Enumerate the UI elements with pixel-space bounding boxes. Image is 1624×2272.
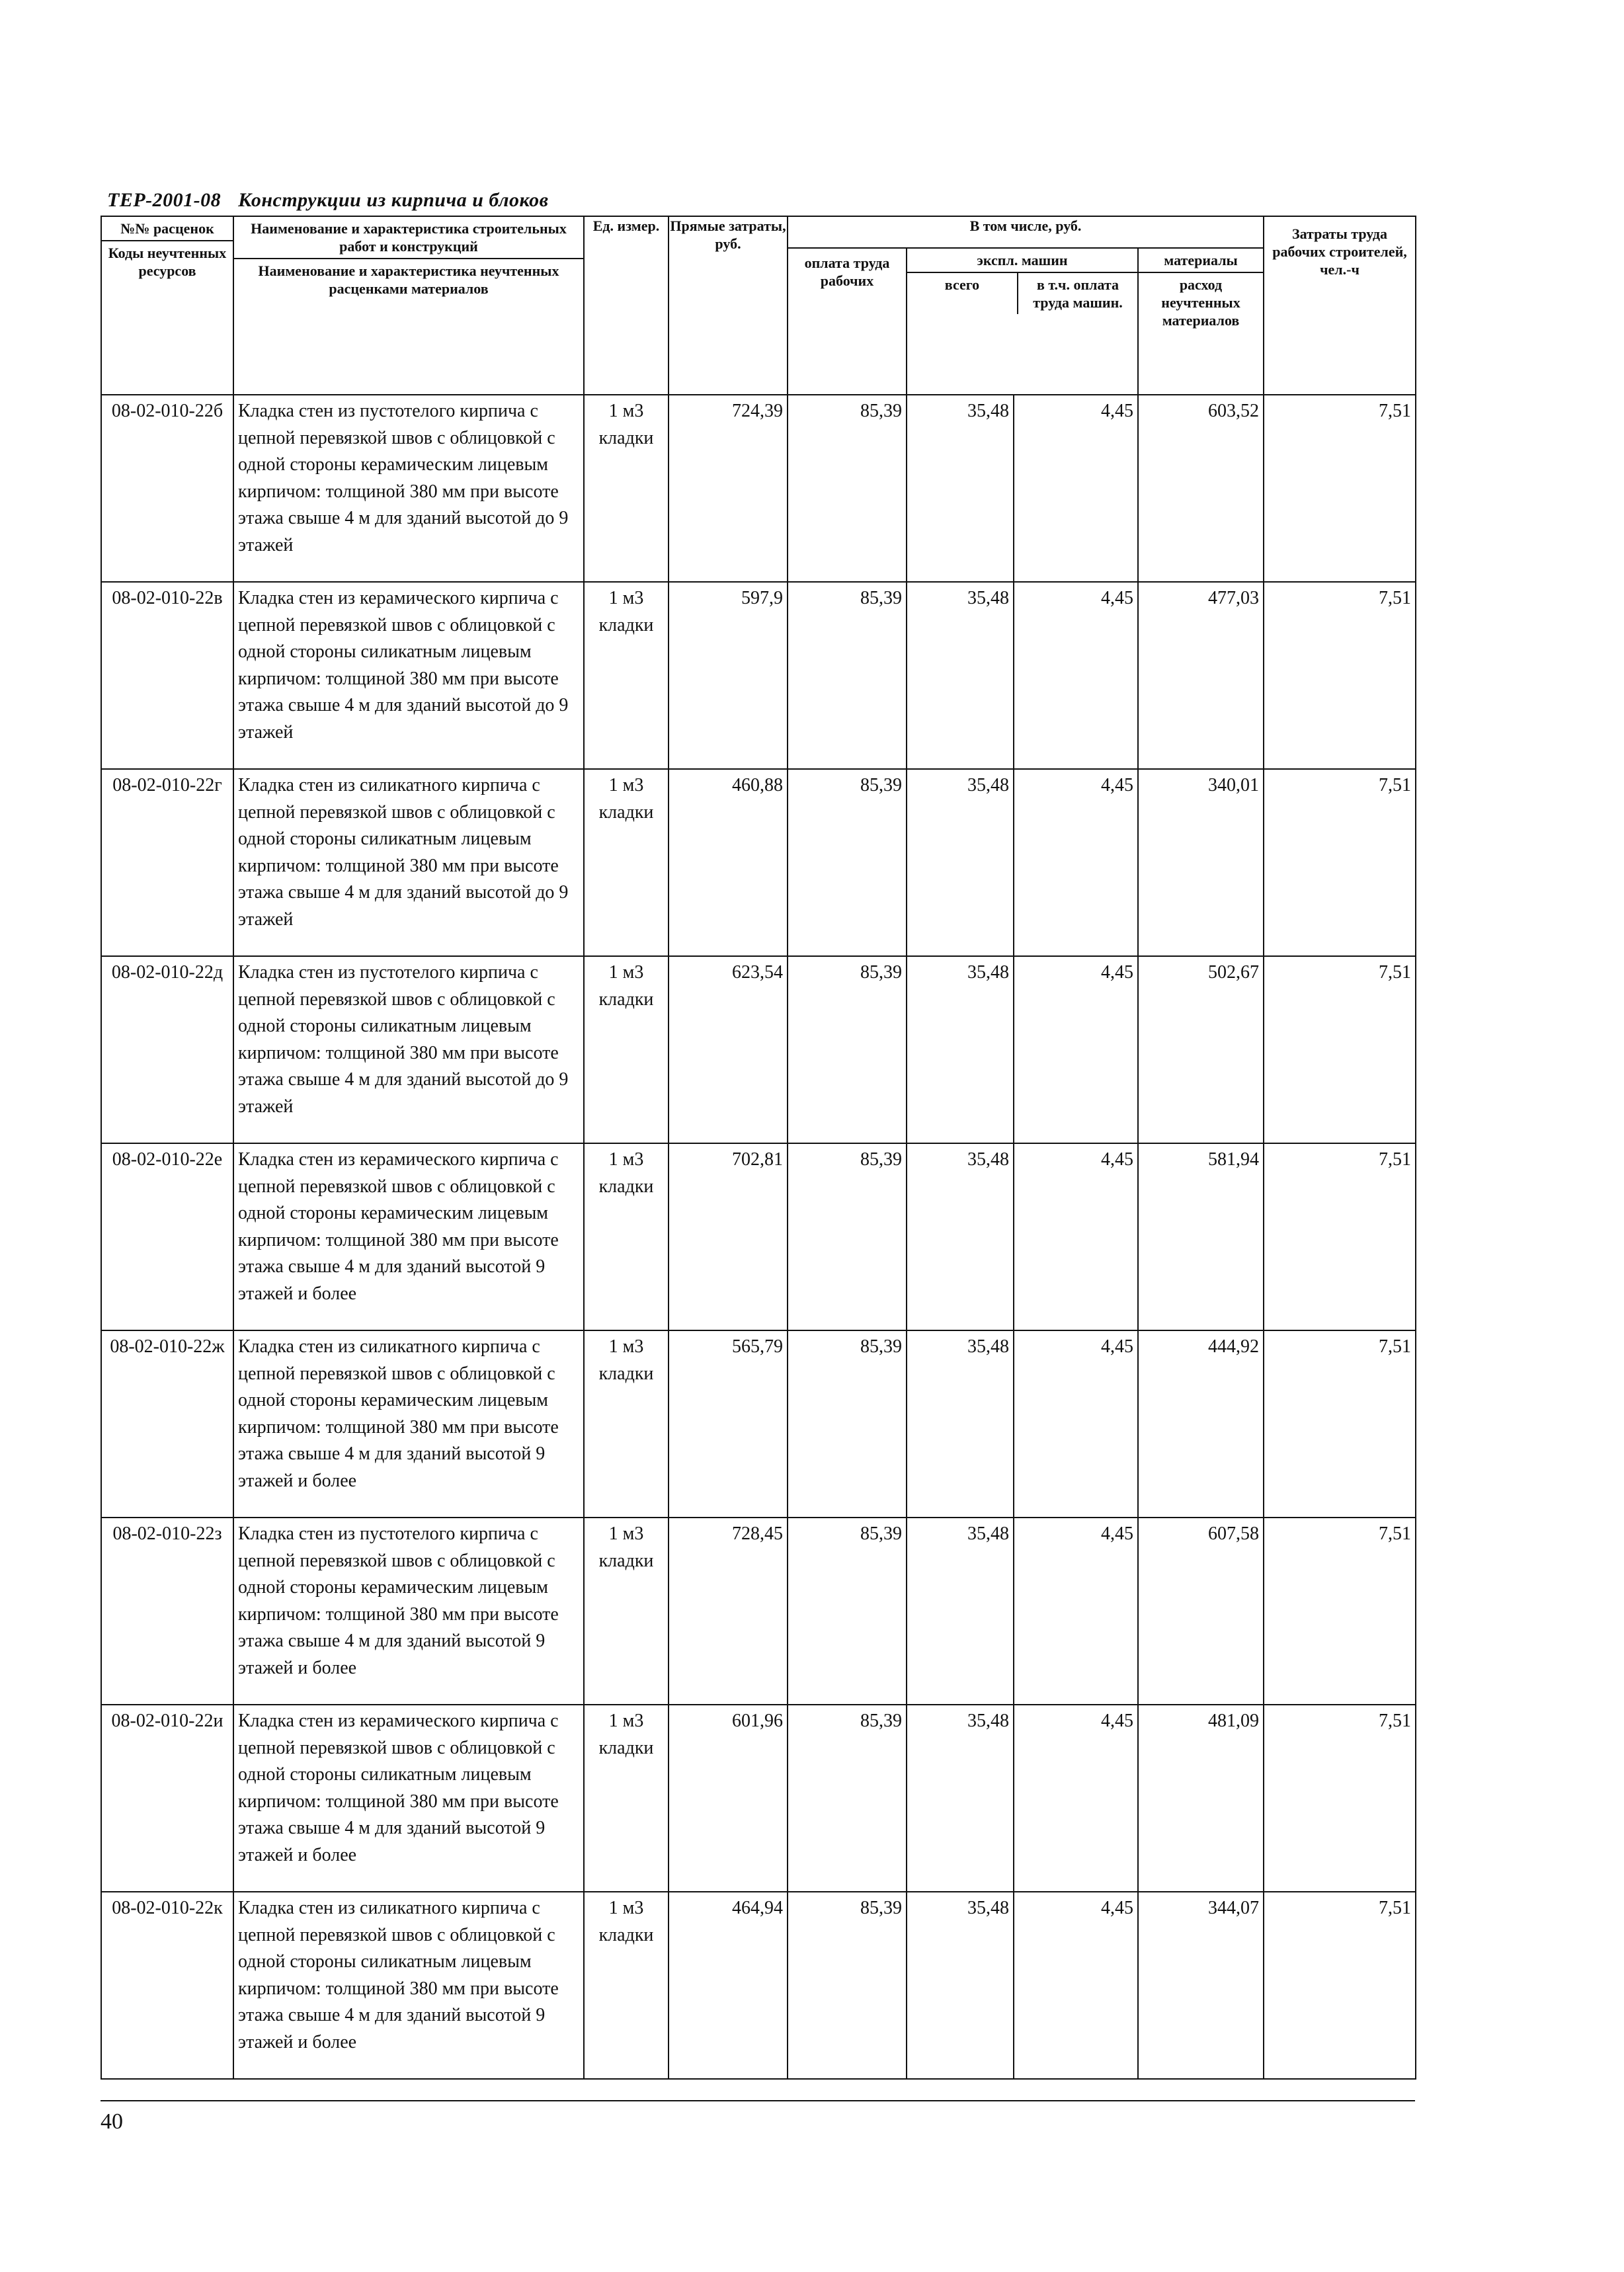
work-description: Кладка стен из керамического кирпича с цепной перевязкой швов с облицовкой с одной стороны керамическим лицевым кирпичом: толщиной 380 мм при высоте этажа свыше 4 м для зданий высотой 9 этажей и более — [233, 1143, 584, 1330]
labor-hours: 7,51 — [1264, 1705, 1416, 1892]
table-row — [101, 1143, 1416, 1330]
materials-cost: 502,67 — [1138, 956, 1264, 1143]
direct-cost: 601,96 — [669, 1705, 788, 1892]
machines-total: 35,48 — [907, 956, 1014, 1143]
column-header-machines: экспл. машин всего в т.ч. оплата труда машин. — [907, 248, 1138, 395]
labor-hours: 7,51 — [1264, 1330, 1416, 1518]
rate-code: 08-02-010-22з — [101, 1518, 233, 1705]
unit-of-measure: 1 м3 кладки — [584, 1892, 669, 2079]
unit-of-measure: 1 м3 кладки — [584, 769, 669, 956]
labor-hours: 7,51 — [1264, 1143, 1416, 1330]
column-header-direct: Прямые затраты, руб. — [669, 216, 788, 395]
labor-pay: 85,39 — [788, 1518, 907, 1705]
labor-pay: 85,39 — [788, 395, 907, 582]
labor-hours: 7,51 — [1264, 582, 1416, 769]
table-row — [101, 1892, 1416, 2079]
direct-cost: 724,39 — [669, 395, 788, 582]
table-row — [101, 395, 1416, 582]
rates-table — [101, 216, 1416, 2080]
table-row — [101, 769, 1416, 956]
unit-of-measure: 1 м3 кладки — [584, 395, 669, 582]
column-header-labor: оплата труда рабочих — [788, 248, 907, 395]
rate-code: 08-02-010-22ж — [101, 1330, 233, 1518]
rate-code: 08-02-010-22е — [101, 1143, 233, 1330]
column-header-including: В том числе, руб. — [788, 216, 1264, 248]
direct-cost: 565,79 — [669, 1330, 788, 1518]
machines-total: 35,48 — [907, 1143, 1014, 1330]
materials-cost: 481,09 — [1138, 1705, 1264, 1892]
document-code: ТЕР-2001-08 — [107, 189, 222, 211]
machines-labor-pay: 4,45 — [1014, 1330, 1138, 1518]
materials-cost: 444,92 — [1138, 1330, 1264, 1518]
work-description: Кладка стен из пустотелого кирпича с цепной перевязкой швов с облицовкой с одной стороны керамическим лицевым кирпичом: толщиной 380 мм при высоте этажа свыше 4 м для зданий высотой 9 этажей и более — [233, 1518, 584, 1705]
direct-cost: 623,54 — [669, 956, 788, 1143]
column-header-machines-total: всего — [907, 273, 1018, 314]
labor-pay: 85,39 — [788, 1330, 907, 1518]
labor-pay: 85,39 — [788, 956, 907, 1143]
rate-code: 08-02-010-22г — [101, 769, 233, 956]
labor-hours: 7,51 — [1264, 956, 1416, 1143]
machines-total: 35,48 — [907, 1518, 1014, 1705]
rate-code: 08-02-010-22в — [101, 582, 233, 769]
header-row-1 — [101, 216, 1416, 248]
direct-cost: 460,88 — [669, 769, 788, 956]
unit-of-measure: 1 м3 кладки — [584, 1705, 669, 1892]
materials-cost: 340,01 — [1138, 769, 1264, 956]
machines-labor-pay: 4,45 — [1014, 1143, 1138, 1330]
direct-cost: 597,9 — [669, 582, 788, 769]
materials-cost: 581,94 — [1138, 1143, 1264, 1330]
work-description: Кладка стен из силикатного кирпича с цепной перевязкой швов с облицовкой с одной стороны силикатным лицевым кирпичом: толщиной 380 мм при высоте этажа свыше 4 м для зданий высотой до 9 этажей — [233, 769, 584, 956]
table-row — [101, 1330, 1416, 1518]
work-description: Кладка стен из силикатного кирпича с цепной перевязкой швов с облицовкой с одной стороны силикатным лицевым кирпичом: толщиной 380 мм при высоте этажа свыше 4 м для зданий высотой 9 этажей и более — [233, 1892, 584, 2079]
materials-cost: 603,52 — [1138, 395, 1264, 582]
machines-total: 35,48 — [907, 769, 1014, 956]
machines-labor-pay: 4,45 — [1014, 1705, 1138, 1892]
labor-pay: 85,39 — [788, 769, 907, 956]
labor-hours: 7,51 — [1264, 1892, 1416, 2079]
machines-labor-pay: 4,45 — [1014, 582, 1138, 769]
table-row — [101, 1518, 1416, 1705]
labor-hours: 7,51 — [1264, 395, 1416, 582]
machines-labor-pay: 4,45 — [1014, 956, 1138, 1143]
labor-pay: 85,39 — [788, 1143, 907, 1330]
machines-labor-pay: 4,45 — [1014, 395, 1138, 582]
column-header-code: №№ расценок Коды неучтенных ресурсов — [101, 216, 233, 395]
direct-cost: 464,94 — [669, 1892, 788, 2079]
machines-labor-pay: 4,45 — [1014, 1518, 1138, 1705]
labor-pay: 85,39 — [788, 1705, 907, 1892]
document-header — [107, 189, 549, 212]
rate-code: 08-02-010-22и — [101, 1705, 233, 1892]
labor-pay: 85,39 — [788, 1892, 907, 2079]
direct-cost: 702,81 — [669, 1143, 788, 1330]
machines-labor-pay: 4,45 — [1014, 769, 1138, 956]
table-row — [101, 1705, 1416, 1892]
unit-of-measure: 1 м3 кладки — [584, 1518, 669, 1705]
unit-of-measure: 1 м3 кладки — [584, 1143, 669, 1330]
machines-total: 35,48 — [907, 1330, 1014, 1518]
materials-cost: 344,07 — [1138, 1892, 1264, 2079]
column-header-machines-labor: в т.ч. оплата труда машин. — [1033, 276, 1123, 311]
table-row — [101, 956, 1416, 1143]
labor-pay: 85,39 — [788, 582, 907, 769]
column-header-name: Наименование и характеристика строительных работ и конструкций Наименование и характеристика неучтенных расценками материалов — [233, 216, 584, 395]
machines-total: 35,48 — [907, 1892, 1014, 2079]
work-description: Кладка стен из пустотелого кирпича с цепной перевязкой швов с облицовкой с одной стороны керамическим лицевым кирпичом: толщиной 380 мм при высоте этажа свыше 4 м для зданий высотой до 9 этажей — [233, 395, 584, 582]
column-header-unit: Ед. измер. — [584, 216, 669, 395]
materials-cost: 607,58 — [1138, 1518, 1264, 1705]
machines-total: 35,48 — [907, 582, 1014, 769]
machines-total: 35,48 — [907, 1705, 1014, 1892]
rate-code: 08-02-010-22д — [101, 956, 233, 1143]
work-description: Кладка стен из силикатного кирпича с цепной перевязкой швов с облицовкой с одной стороны керамическим лицевым кирпичом: толщиной 380 мм при высоте этажа свыше 4 м для зданий высотой 9 этажей и более — [233, 1330, 584, 1518]
rate-code: 08-02-010-22б — [101, 395, 233, 582]
unit-of-measure: 1 м3 кладки — [584, 1330, 669, 1518]
labor-hours: 7,51 — [1264, 769, 1416, 956]
machines-total: 35,48 — [907, 395, 1014, 582]
document-title: Конструкции из кирпича и блоков — [238, 189, 549, 211]
work-description: Кладка стен из керамического кирпича с цепной перевязкой швов с облицовкой с одной стороны силикатным лицевым кирпичом: толщиной 380 мм при высоте этажа свыше 4 м для зданий высотой до 9 этажей — [233, 582, 584, 769]
column-header-materials: материалы расход неучтенных материалов — [1138, 248, 1264, 395]
footer-divider — [101, 2100, 1415, 2101]
machines-labor-pay: 4,45 — [1014, 1892, 1138, 2079]
unit-of-measure: 1 м3 кладки — [584, 956, 669, 1143]
table-row — [101, 582, 1416, 769]
rate-code: 08-02-010-22к — [101, 1892, 233, 2079]
page-number: 40 — [101, 2109, 123, 2134]
labor-hours: 7,51 — [1264, 1518, 1416, 1705]
materials-cost: 477,03 — [1138, 582, 1264, 769]
column-header-labor-hours: Затраты труда рабочих строителей, чел.-ч — [1264, 216, 1416, 395]
work-description: Кладка стен из пустотелого кирпича с цепной перевязкой швов с облицовкой с одной стороны силикатным лицевым кирпичом: толщиной 380 мм при высоте этажа свыше 4 м для зданий высотой до 9 этажей — [233, 956, 584, 1143]
unit-of-measure: 1 м3 кладки — [584, 582, 669, 769]
direct-cost: 728,45 — [669, 1518, 788, 1705]
work-description: Кладка стен из керамического кирпича с цепной перевязкой швов с облицовкой с одной стороны силикатным лицевым кирпичом: толщиной 380 мм при высоте этажа свыше 4 м для зданий высотой 9 этажей и более — [233, 1705, 584, 1892]
